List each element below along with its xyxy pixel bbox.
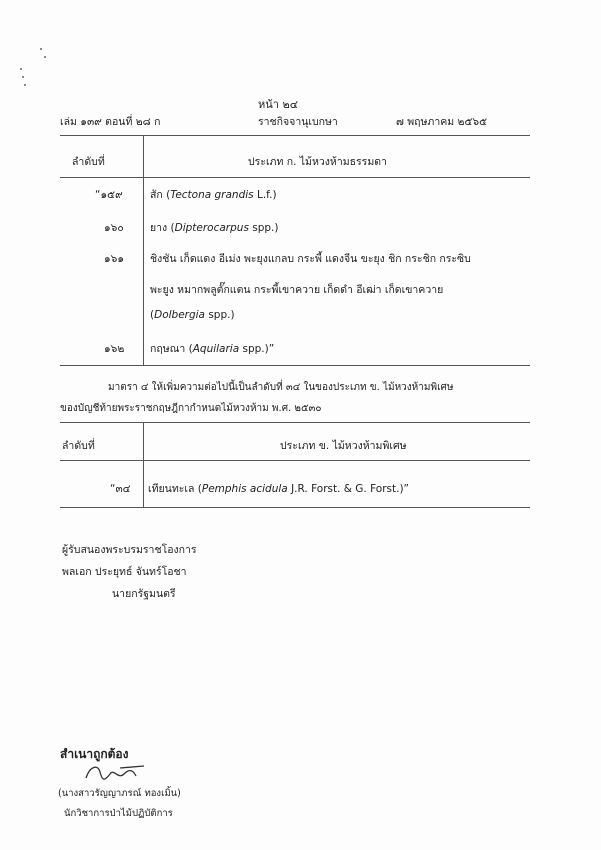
table-row	[150, 340, 274, 357]
table-column-divider	[143, 422, 144, 507]
section-paragraph-line: มาตรา ๔ ให้เพิ่มความต่อไปนี้เป็นลำดับที่ ๓๔ ในของประเภท ข. ไม้หวงห้ามพิเศษ	[108, 382, 454, 393]
scan-speck	[22, 76, 24, 78]
gazette-volume: เล่ม ๑๓๙ ตอนที่ ๒๘ ก	[60, 116, 161, 128]
certifier-position: นักวิชาการป่าไม้ปฏิบัติการ	[64, 808, 173, 819]
table-border	[60, 460, 530, 461]
scientific-name: Aquilaria	[192, 343, 240, 355]
scientific-suffix: J.R. Forst. & G. Forst.)”	[287, 483, 409, 495]
species-list-line: ชิงชัน เก็ดแดง อีเม่ง พะยุงแกลบ กระพี้ แดงจีน ขะยุง ชิก กระชิก กระซิบ	[150, 253, 471, 265]
page-number: หน้า ๒๔	[258, 98, 299, 111]
scientific-suffix: spp.)	[248, 222, 279, 234]
species-name: ยาง (	[150, 222, 175, 234]
species-name: สัก (	[150, 189, 171, 201]
row-number: ๑๖๑	[104, 253, 124, 265]
row-number: “๑๕๙	[95, 189, 123, 201]
row-number: “๓๔	[110, 483, 131, 495]
scientific-name: Pemphis acidula	[201, 483, 288, 495]
scan-speck	[40, 48, 42, 50]
table-column-header: ลำดับที่	[62, 440, 95, 452]
certifier-name: (นางสาวรัญญาภรณ์ ทองเมิ้น)	[58, 788, 181, 799]
gazette-title: ราชกิจจานุเบกษา	[258, 116, 338, 128]
prime-minister-name: พลเอก ประยุทธ์ จันทร์โอชา	[62, 566, 187, 578]
handwritten-signature	[80, 760, 190, 786]
table-row	[150, 309, 235, 321]
species-list-line: พะยูง หมากพลูตั๊กแตน กระพี้เขาควาย เก็ดดำ อีเฒ่า เก็ดเขาควาย	[150, 284, 444, 296]
table-border	[60, 365, 530, 366]
section-paragraph-line: ของบัญชีท้ายพระราชกฤษฎีกากำหนดไม้หวงห้าม พ.ศ. ๒๕๓๐	[60, 403, 322, 414]
table-column-divider	[143, 135, 144, 365]
species-name: เทียนทะเล (	[148, 483, 202, 495]
table-border	[60, 422, 530, 423]
table-row	[150, 219, 279, 236]
row-number: ๑๖๒	[104, 343, 125, 355]
paren: (	[150, 309, 155, 321]
prime-minister-title: นายกรัฐมนตรี	[112, 588, 176, 600]
scan-speck	[24, 84, 26, 86]
scientific-name: Dolbergia	[154, 309, 205, 321]
species-name: กฤษณา (	[150, 343, 193, 355]
table-column-header: ลำดับที่	[72, 156, 105, 168]
scientific-name: Dipterocarpus	[174, 222, 249, 234]
table-row	[150, 186, 277, 203]
table-row	[148, 480, 409, 497]
scan-speck	[44, 56, 46, 58]
scientific-suffix: spp.)”	[239, 343, 275, 355]
scientific-suffix: spp.)	[205, 309, 235, 321]
table-type-header: ประเภท ก. ไม้หวงห้ามธรรมดา	[248, 156, 387, 168]
row-number: ๑๖๐	[104, 222, 124, 234]
table-border	[60, 135, 530, 136]
table-border	[60, 507, 530, 508]
certified-copy-title: สำเนาถูกต้อง	[60, 747, 129, 761]
scientific-name: Tectona grandis	[170, 189, 254, 201]
scientific-suffix: L.f.)	[253, 189, 277, 201]
table-border	[60, 177, 530, 178]
table-type-header: ประเภท ข. ไม้หวงห้ามพิเศษ	[280, 440, 407, 452]
scan-speck	[20, 68, 22, 70]
gazette-date: ๗ พฤษภาคม ๒๕๖๕	[396, 116, 488, 128]
countersign-label: ผู้รับสนองพระบรมราชโองการ	[62, 544, 197, 556]
